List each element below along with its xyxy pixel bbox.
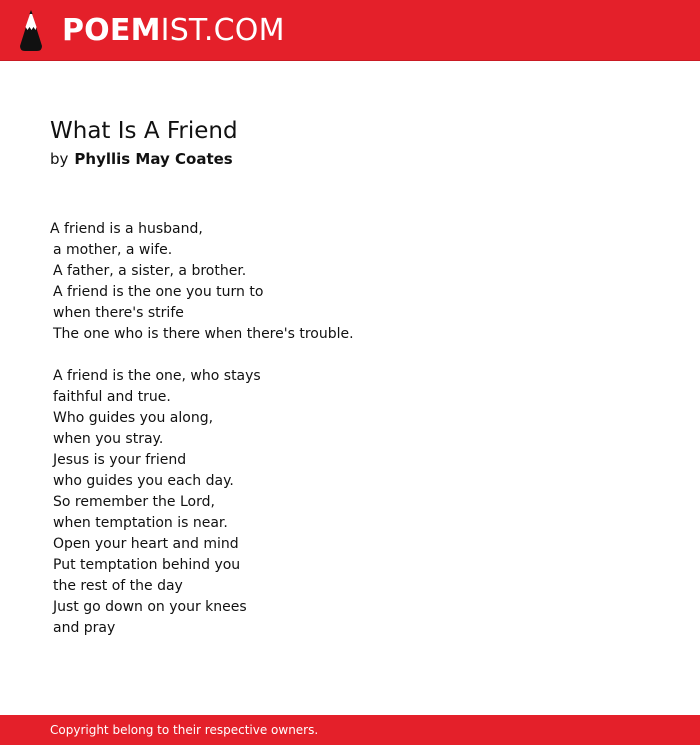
poem-line: The one who is there when there's trouble. [53,326,354,342]
poem-line: faithful and true. [53,389,171,405]
poem-line: Jesus is your friend [53,452,187,468]
poem-line: Just go down on your knees [53,599,247,615]
poem-body [50,219,650,660]
poem-line: when temptation is near. [53,515,228,531]
poem-line: Open your heart and mind [53,536,239,552]
logo-light-text: IST.COM [160,13,285,48]
poem-line: a mother, a wife. [53,242,173,258]
poem-line: who guides you each day. [53,473,234,489]
stanza [50,366,650,639]
poem-line: A friend is the one, who stays [53,368,261,384]
by-label: by [50,150,69,168]
poem-line: So remember the Lord, [53,494,215,510]
poem-title: What Is A Friend [50,118,238,144]
poem-line: A friend is the one you turn to [53,284,264,300]
poem-line: when there's strife [53,305,184,321]
site-header [0,0,700,61]
poem-line: Who guides you along, [53,410,214,426]
poem-line: A friend is a husband, [50,221,203,237]
poem-author: Phyllis May Coates [74,150,233,168]
poem-line: A father, a sister, a brother. [53,263,247,279]
poem-line: and pray [53,620,116,636]
byline [50,148,233,170]
pencil-tip-icon[interactable] [18,10,44,52]
copyright-notice: Copyright belong to their respective owners. [50,723,319,737]
site-logo[interactable] [62,11,285,51]
site-footer [0,715,700,745]
stanza [50,219,650,345]
logo-bold-text: POEM [62,13,161,48]
poem-line: Put temptation behind you [53,557,241,573]
poem-line: when you stray. [53,431,164,447]
poem-line: the rest of the day [53,578,183,594]
